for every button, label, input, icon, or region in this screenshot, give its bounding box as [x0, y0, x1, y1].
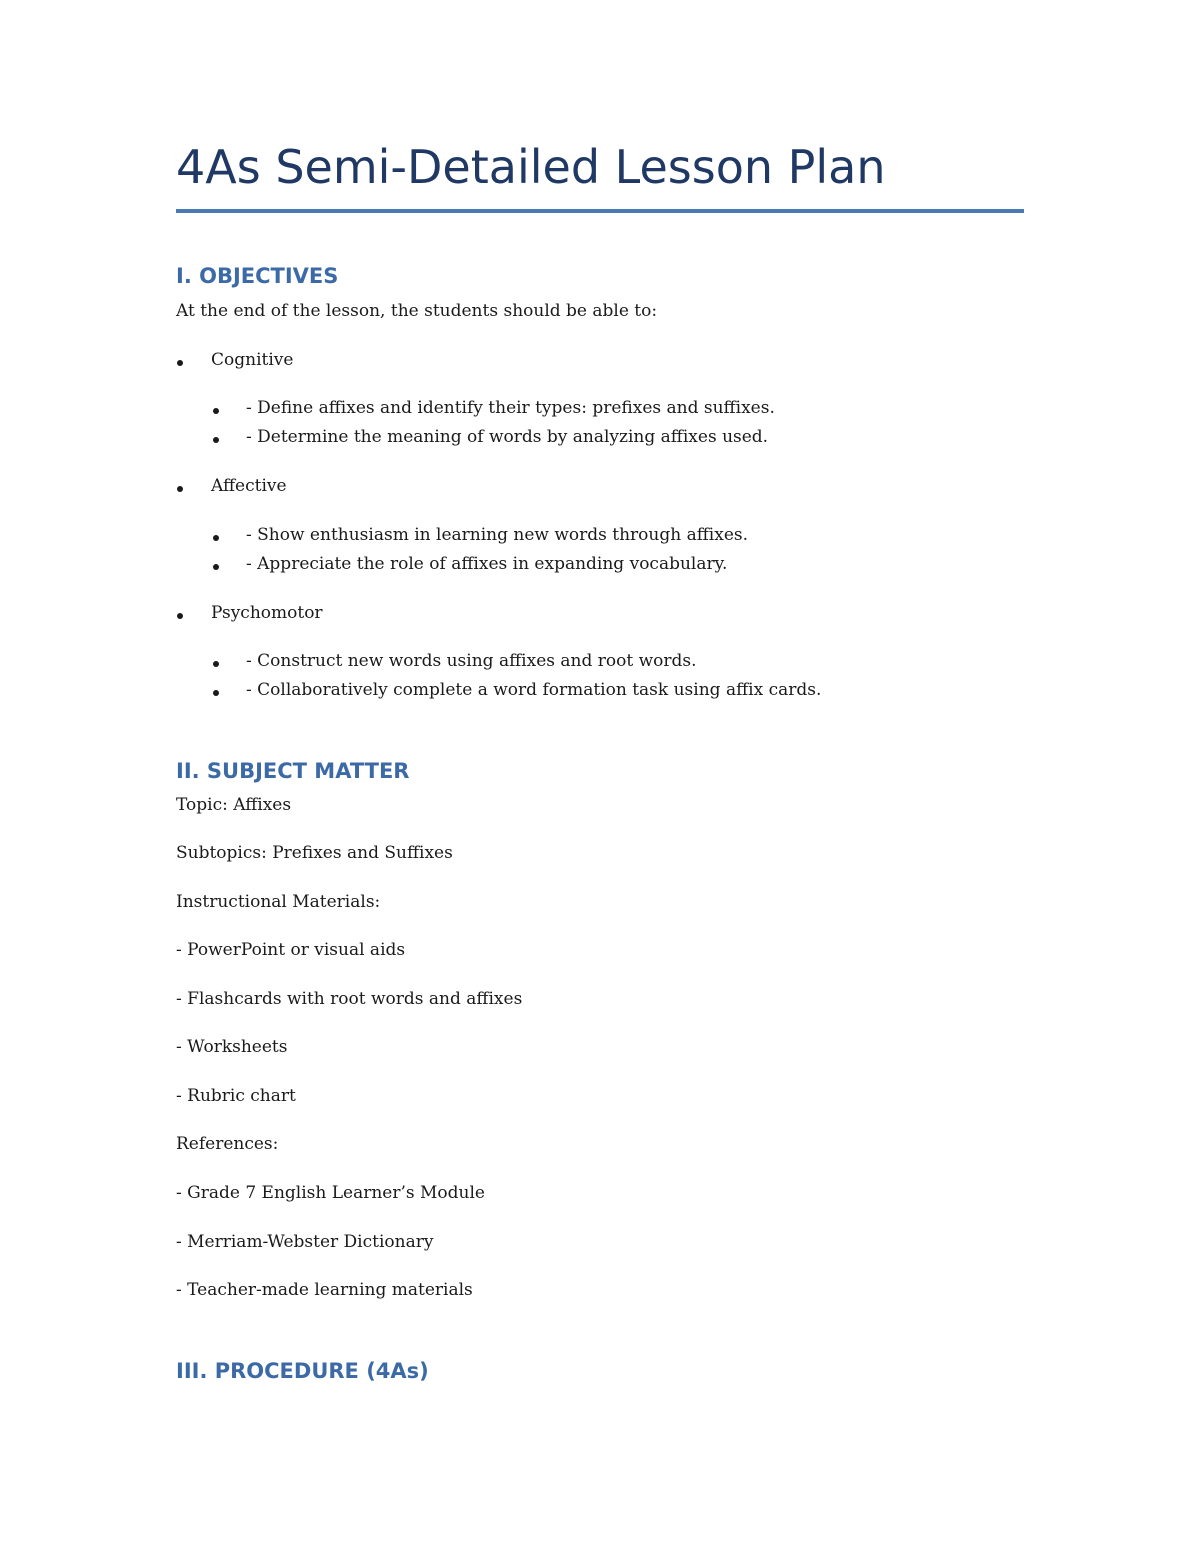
bullet-icon [213, 535, 219, 541]
subtopics-line: Subtopics: Prefixes and Suffixes [176, 843, 453, 863]
objective-item: - Appreciate the role of affixes in expanding vocabulary. [246, 554, 728, 574]
document-title: 4As Semi-Detailed Lesson Plan [176, 140, 886, 194]
bullet-icon [213, 564, 219, 570]
bullet-icon [177, 360, 183, 366]
bullet-icon [213, 690, 219, 696]
objective-item: - Construct new words using affixes and root words. [246, 651, 697, 671]
bullet-icon [177, 486, 183, 492]
bullet-icon [213, 437, 219, 443]
references-label: References: [176, 1134, 279, 1154]
materials-label: Instructional Materials: [176, 892, 381, 912]
objectives-intro: At the end of the lesson, the students should be able to: [176, 301, 658, 321]
objective-item: - Determine the meaning of words by analyzing affixes used. [246, 427, 769, 447]
topic-line: Topic: Affixes [176, 795, 292, 815]
domain-cognitive: Cognitive [211, 350, 294, 370]
material-item: - PowerPoint or visual aids [176, 940, 406, 960]
reference-item: - Teacher-made learning materials [176, 1280, 473, 1300]
material-item: - Rubric chart [176, 1086, 296, 1106]
bullet-icon [213, 661, 219, 667]
reference-item: - Grade 7 English Learner’s Module [176, 1183, 485, 1203]
bullet-icon [177, 613, 183, 619]
objective-item: - Show enthusiasm in learning new words through affixes. [246, 525, 749, 545]
objectives-heading: I. OBJECTIVES [176, 264, 339, 288]
procedure-heading: III. PROCEDURE (4As) [176, 1359, 429, 1383]
material-item: - Flashcards with root words and affixes [176, 989, 523, 1009]
objective-item: - Collaboratively complete a word formation task using affix cards. [246, 680, 822, 700]
bullet-icon [213, 408, 219, 414]
material-item: - Worksheets [176, 1037, 288, 1057]
objective-item: - Define affixes and identify their types: prefixes and suffixes. [246, 398, 775, 418]
reference-item: - Merriam-Webster Dictionary [176, 1232, 434, 1252]
domain-psychomotor: Psychomotor [211, 603, 323, 623]
subject-matter-heading: II. SUBJECT MATTER [176, 759, 410, 783]
title-underline [176, 209, 1024, 213]
domain-affective: Affective [211, 476, 287, 496]
